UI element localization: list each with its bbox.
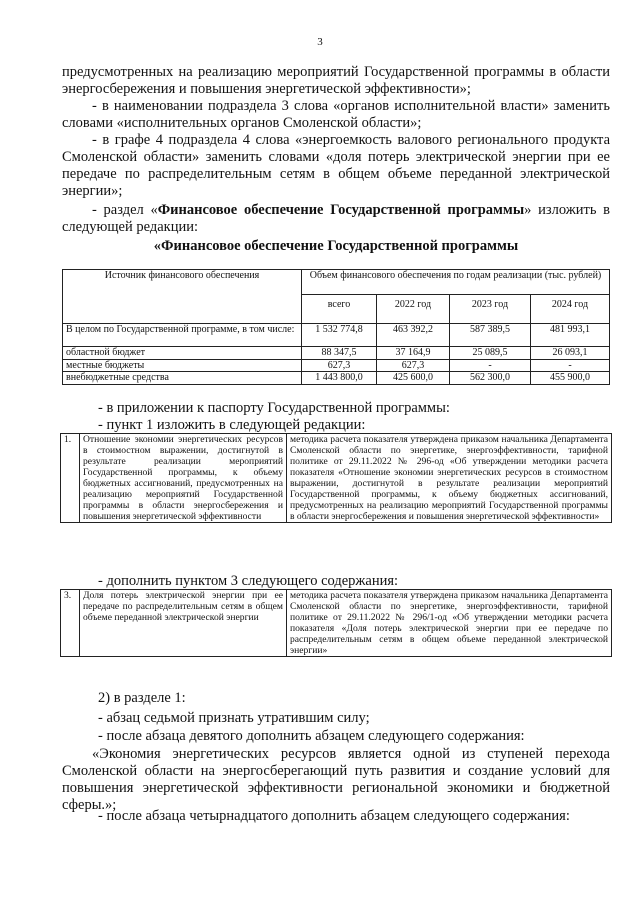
finance-section-name: Финансовое обеспечение Государственной программы xyxy=(157,202,525,218)
header-total: всего xyxy=(302,295,377,324)
paragraph-subsection-3: - в наименовании подраздела 3 слова «органов исполнительной власти» заменить словами «исполнительных органов Смоленской области»; xyxy=(62,98,610,131)
item-number: 3. xyxy=(61,590,80,657)
table-row: внебюджетные средства 1 443 800,0 425 600,0 562 300,0 455 900,0 xyxy=(63,372,610,385)
header-2024: 2024 год xyxy=(531,295,610,324)
paragraph-quote: «Экономия энергетических ресурсов является одной из ступеней перехода Смоленской области на энергосберегающий путь развития и создание условий для повышения энергетической эффективности региональной экономики и бюджетной сферы.»; xyxy=(62,746,610,813)
page-number: 3 xyxy=(317,36,323,48)
item-number: 1. xyxy=(61,434,80,523)
finance-table xyxy=(62,269,610,385)
paragraph-paragraph-9: - после абзаца девятого дополнить абзацем следующего содержания: xyxy=(98,728,525,744)
section-title: «Финансовое обеспечение Государственной программы xyxy=(153,238,519,254)
header-source: Источник финансового обеспечения xyxy=(63,270,302,324)
paragraph-appendix: - в приложении к паспорту Государственной программы: xyxy=(98,400,450,416)
table-row: местные бюджеты 627,3 627,3 - - xyxy=(63,359,610,372)
indicator-method: методика расчета показателя утверждена приказом начальника Департамента Смоленской области по энергетике, энергоэффективности, тарифной политике от 29.11.2022 № 296/1-од «Об утверждении методики расчета показателя «Доля потерь электрической энергии при ее передаче по распределительным сетям в общем объеме переданной электрической энергии» xyxy=(287,590,612,657)
indicator-method: методика расчета показателя утверждена приказом начальника Департамента Смоленской области по энергетике, энергоэффективности, тарифной политике от 29.11.2022 № 296-од «Об утверждении методики расчета показателя «Отношение экономии энергетических ресурсов в стоимостном выражении, достигнутой в результате реализации мероприятий Государственной программы, к объему бюджетных ассигнований, предусмотренных на реализацию мероприятий Государственной программы в области энергосбережения и повышения энергетической эффективности» xyxy=(287,434,612,523)
paragraph-item-1: - пункт 1 изложить в следующей редакции: xyxy=(98,417,366,433)
indicator-table-item-3 xyxy=(60,589,612,657)
table-row xyxy=(61,434,612,523)
paragraph-continuation: предусмотренных на реализацию мероприятий Государственной программы в области энергосбережения и повышения энергетической эффективности»; xyxy=(62,64,610,97)
indicator-table-item-1 xyxy=(60,433,612,523)
paragraph-paragraph-7: - абзац седьмой признать утратившим силу; xyxy=(98,710,370,726)
indicator-name: Отношение экономии энергетических ресурсов в стоимостном выражении, достигнутой в результате реализации мероприятий Государственной программы, к объему бюджетных ассигнований, предусмотренных на реализацию мероприятий Государственной программы в области энергосбережения и повышения энергетической эффективности xyxy=(80,434,287,523)
header-volume: Объем финансового обеспечения по годам реализации (тыс. рублей) xyxy=(302,270,610,295)
header-2022: 2022 год xyxy=(377,295,450,324)
indicator-name: Доля потерь электрической энергии при ее передаче по распределительным сетям в общем объеме переданной электрической энергии xyxy=(80,590,287,657)
header-2023: 2023 год xyxy=(450,295,531,324)
paragraph-item-3: - дополнить пунктом 3 следующего содержания: xyxy=(98,573,399,589)
table-row xyxy=(61,590,612,657)
table-row: В целом по Государственной программе, в том числе: 1 532 774,8 463 392,2 587 389,5 481 993,1 xyxy=(63,324,610,347)
paragraph-finance-section: - раздел «Финансовое обеспечение Государственной программы» изложить в следующей редакции: xyxy=(62,202,611,235)
table-row: областной бюджет 88 347,5 37 164,9 25 089,5 26 093,1 xyxy=(63,347,610,360)
paragraph-paragraph-14: - после абзаца четырнадцатого дополнить абзацем следующего содержания: xyxy=(98,808,570,824)
paragraph-section-1: 2) в разделе 1: xyxy=(98,690,186,706)
paragraph-subsection-4: - в графе 4 подраздела 4 слова «энергоемкость валового регионального продукта Смоленской области» заменить словами «доля потерь электрической энергии при ее передаче по распределительным сетям в общем объеме переданной электрической энергии»; xyxy=(62,132,610,199)
